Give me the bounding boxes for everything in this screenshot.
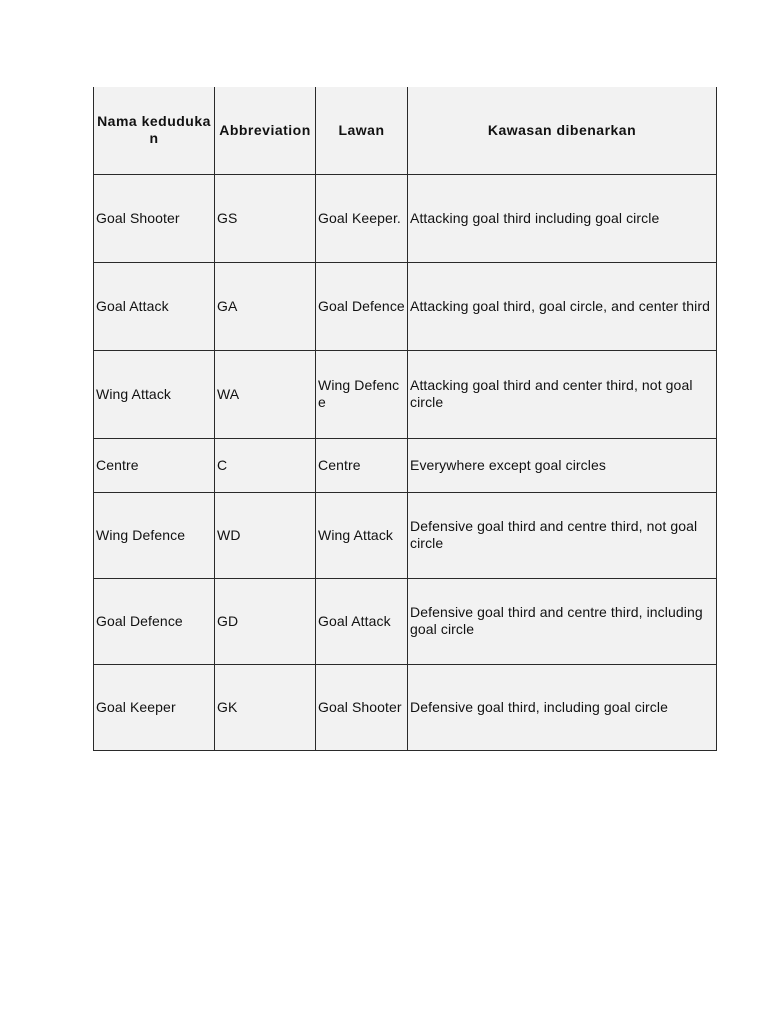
cell-abbreviation: GD xyxy=(215,578,316,664)
cell-opponent: Goal Keeper. xyxy=(316,174,408,262)
header-opponent: Lawan xyxy=(316,87,408,174)
cell-abbreviation: GS xyxy=(215,174,316,262)
table-header-row xyxy=(94,87,717,174)
cell-allowed-area: Defensive goal third and centre third, including goal circle xyxy=(408,578,717,664)
table-row xyxy=(94,578,717,664)
cell-position: Wing Attack xyxy=(94,350,215,438)
table-row xyxy=(94,350,717,438)
table-row xyxy=(94,664,717,750)
netball-positions-table-container xyxy=(93,87,716,751)
cell-position: Goal Attack xyxy=(94,262,215,350)
cell-abbreviation: WA xyxy=(215,350,316,438)
cell-allowed-area: Everywhere except goal circles xyxy=(408,438,717,492)
cell-position: Centre xyxy=(94,438,215,492)
cell-allowed-area: Attacking goal third including goal circle xyxy=(408,174,717,262)
cell-allowed-area: Defensive goal third and centre third, not goal circle xyxy=(408,492,717,578)
cell-abbreviation: C xyxy=(215,438,316,492)
cell-abbreviation: GK xyxy=(215,664,316,750)
table-row xyxy=(94,174,717,262)
table-row xyxy=(94,262,717,350)
cell-opponent: Wing Attack xyxy=(316,492,408,578)
cell-abbreviation: WD xyxy=(215,492,316,578)
header-abbreviation: Abbreviation xyxy=(215,87,316,174)
cell-allowed-area: Attacking goal third and center third, not goal circle xyxy=(408,350,717,438)
cell-opponent: Goal Defence xyxy=(316,262,408,350)
header-position: Nama kedudukan xyxy=(94,87,215,174)
cell-position: Goal Keeper xyxy=(94,664,215,750)
cell-position: Goal Shooter xyxy=(94,174,215,262)
cell-position: Goal Defence xyxy=(94,578,215,664)
cell-opponent: Centre xyxy=(316,438,408,492)
cell-opponent: Goal Attack xyxy=(316,578,408,664)
table-row xyxy=(94,438,717,492)
cell-abbreviation: GA xyxy=(215,262,316,350)
header-allowed-area: Kawasan dibenarkan xyxy=(408,87,717,174)
cell-opponent: Goal Shooter xyxy=(316,664,408,750)
netball-positions-table xyxy=(93,87,717,751)
cell-position: Wing Defence xyxy=(94,492,215,578)
table-row xyxy=(94,492,717,578)
cell-allowed-area: Attacking goal third, goal circle, and center third xyxy=(408,262,717,350)
cell-opponent: Wing Defence xyxy=(316,350,408,438)
cell-allowed-area: Defensive goal third, including goal circle xyxy=(408,664,717,750)
